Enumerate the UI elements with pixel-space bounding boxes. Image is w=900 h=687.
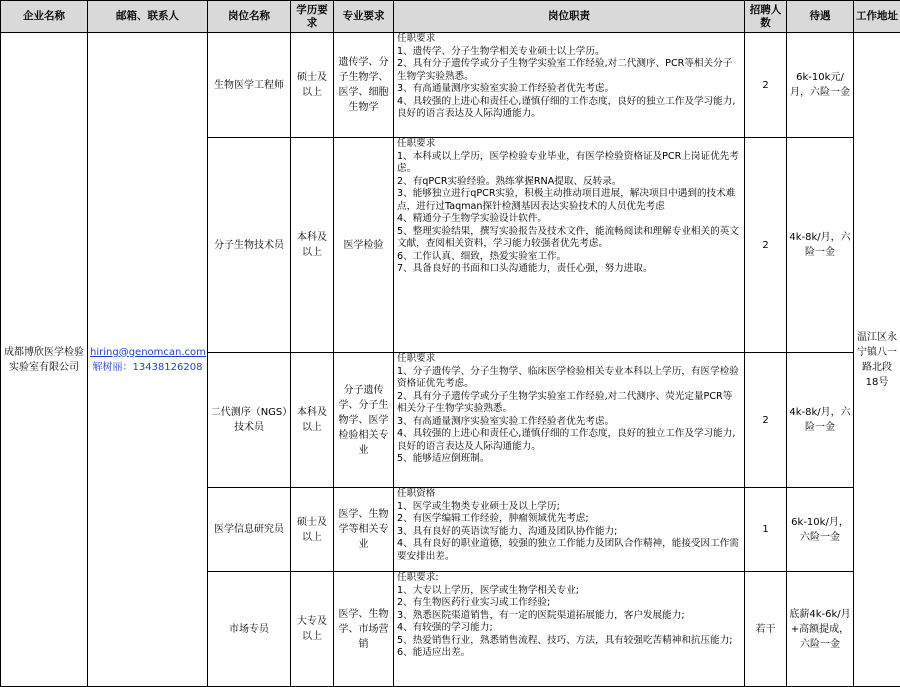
job-count: 2 [745, 138, 787, 353]
job-count: 1 [745, 488, 787, 572]
header-position: 岗位名称 [208, 1, 291, 33]
job-count: 若干 [745, 572, 787, 687]
header-salary: 待遇 [787, 1, 854, 33]
job-major: 遗传学、分子生物学、医学、细胞生物学 [334, 33, 394, 138]
duty-line: 5、能够适应倒班制。 [397, 453, 490, 464]
duty-line: 3、能够独立进行qPCR实验，积极主动推动项目进展，解决项目中遇到的技术难点，进行过Taqman探针检测基因表达实验技术的人员优先考虑 [397, 188, 736, 212]
duty-line: 5、热爱销售行业，熟悉销售流程、技巧、方法，具有较强吃苦精神和抗压能力; [397, 634, 733, 646]
duty-line: 2、有生物医药行业实习或工作经验; [397, 597, 551, 608]
duty-line: 2、有qPCR实验经验。熟练掌握RNA提取、反转录。 [397, 175, 622, 187]
company-name: 成都博欣医学检验实验室有限公司 [1, 33, 88, 687]
header-duties: 岗位职责 [394, 1, 745, 33]
job-title: 二代测序（NGS）技术员 [208, 353, 291, 488]
duty-line: 任职资格 [397, 488, 436, 499]
job-education: 硕士及以上 [291, 488, 334, 572]
job-major: 医学、生物学、市场营销 [334, 572, 394, 687]
duty-line: 3、熟悉医院渠道销售，有一定的医院渠道拓展能力，客户发展能力; [397, 609, 685, 621]
duty-line: 3、有高通量测序实验室实验工作经验者优先考虑。 [397, 83, 615, 94]
job-count: 2 [745, 353, 787, 488]
job-salary: 4k-8k/月，六险一金 [787, 138, 854, 353]
duty-line: 4、具有良好的职业道德，较强的独立工作能力及团队合作精神，能接受因工作需要安排出差。 [397, 538, 739, 562]
job-education: 硕士及以上 [291, 33, 334, 138]
job-duties [394, 138, 745, 353]
duty-line: 4、具较强的上进心和责任心,谨慎仔细的工作态度，良好的独立工作及学习能力,良好的语言表达及人际沟通能力。 [397, 428, 736, 452]
job-salary: 6k-10k/月，六险一金 [787, 488, 854, 572]
duty-line: 6、能适应出差。 [397, 647, 471, 658]
header-address: 工作地址 [854, 1, 900, 33]
duty-line: 1、本科或以上学历，医学检验专业毕业，有医学检验资格证及PCR上岗证优先考虑。 [397, 150, 739, 174]
job-title: 市场专员 [208, 572, 291, 687]
duty-line: 4、具较强的上进心和责任心,谨慎仔细的工作态度，良好的独立工作及学习能力,良好的语言表达及人际沟通能力。 [397, 95, 736, 119]
duty-line: 7、具备良好的书面和口头沟通能力，责任心强，努力进取。 [397, 263, 653, 274]
job-major: 医学检验 [334, 138, 394, 353]
job-education: 本科及以上 [291, 138, 334, 353]
duty-line: 1、医学或生物类专业硕士及以上学历; [397, 500, 560, 512]
job-major: 医学、生物学等相关专业 [334, 488, 394, 572]
job-duties [394, 488, 745, 572]
email-contact-cell [88, 33, 208, 687]
duty-line: 1、大专以上学历，医学或生物学相关专业; [397, 584, 580, 596]
job-duties [394, 572, 745, 687]
header-row [1, 1, 900, 33]
header-email-contact: 邮箱、联系人 [88, 1, 208, 33]
duty-line: 5、整理实验结果，撰写实验报告及技术文件，能流畅阅读和理解专业相关的英文文献，查阅相关资料，学习能力较强者优先考虑。 [397, 225, 739, 249]
contact-person: 解树丽：13438126208 [92, 361, 203, 373]
duty-line: 3、具有良好的英语读写能力、沟通及团队协作能力; [397, 525, 618, 537]
duty-line: 2、具有分子遗传学或分子生物学实验室工作经验,对二代测序、PCR等相关分子生物学实验熟悉。 [397, 58, 733, 82]
duty-line: 3、有高通量测序实验室实验工作经验者优先考虑。 [397, 415, 615, 427]
header-education: 学历要求 [291, 1, 334, 33]
duty-line: 1、分子遗传学、分子生物学、临床医学检验相关专业本科以上学历，有医学检验资格证优先考虑。 [397, 365, 739, 389]
header-major: 专业要求 [334, 1, 394, 33]
email-link[interactable]: hiring@genomcan.com [90, 346, 206, 358]
job-title: 分子生物技术员 [208, 138, 291, 353]
job-duties [394, 33, 745, 138]
duty-line: 6、工作认真、细致，热爱实验室工作。 [397, 250, 567, 262]
job-title: 生物医学工程师 [208, 33, 291, 138]
work-address: 温江区永宁镇八一路北段18号 [854, 33, 900, 687]
job-salary: 6k-10k元/月，六险一金 [787, 33, 854, 138]
job-title: 医学信息研究员 [208, 488, 291, 572]
header-company: 企业名称 [1, 1, 88, 33]
job-education: 大专及以上 [291, 572, 334, 687]
table-row [1, 33, 900, 138]
duty-line: 任职要求 [397, 33, 436, 44]
duty-line: 2、具有分子遗传学或分子生物学实验室工作经验,对二代测序、荧光定量PCR等相关分子生物学实验熟悉。 [397, 390, 733, 414]
duty-line: 任职要求 [397, 138, 436, 149]
job-education: 本科及以上 [291, 353, 334, 488]
duty-line: 任职要求: [397, 572, 439, 583]
duty-line: 任职要求 [397, 353, 436, 364]
header-count: 招聘人数 [745, 1, 787, 33]
duty-line: 4、精通分子生物学实验设计软件。 [397, 213, 548, 224]
job-major: 分子遗传学、分子生物学、医学检验相关专业 [334, 353, 394, 488]
job-count: 2 [745, 33, 787, 138]
job-salary: 底薪4k-6k/月+高额提成，六险一金 [787, 572, 854, 687]
job-duties [394, 353, 745, 488]
duty-line: 2、有医学编辑工作经验，肿瘤领域优先考虑; [397, 513, 589, 524]
duty-line: 4、有较强的学习能力; [397, 622, 493, 633]
duty-line: 1、遗传学、分子生物学相关专业硕士以上学历。 [397, 45, 605, 57]
job-salary: 4k-8k/月，六险一金 [787, 353, 854, 488]
